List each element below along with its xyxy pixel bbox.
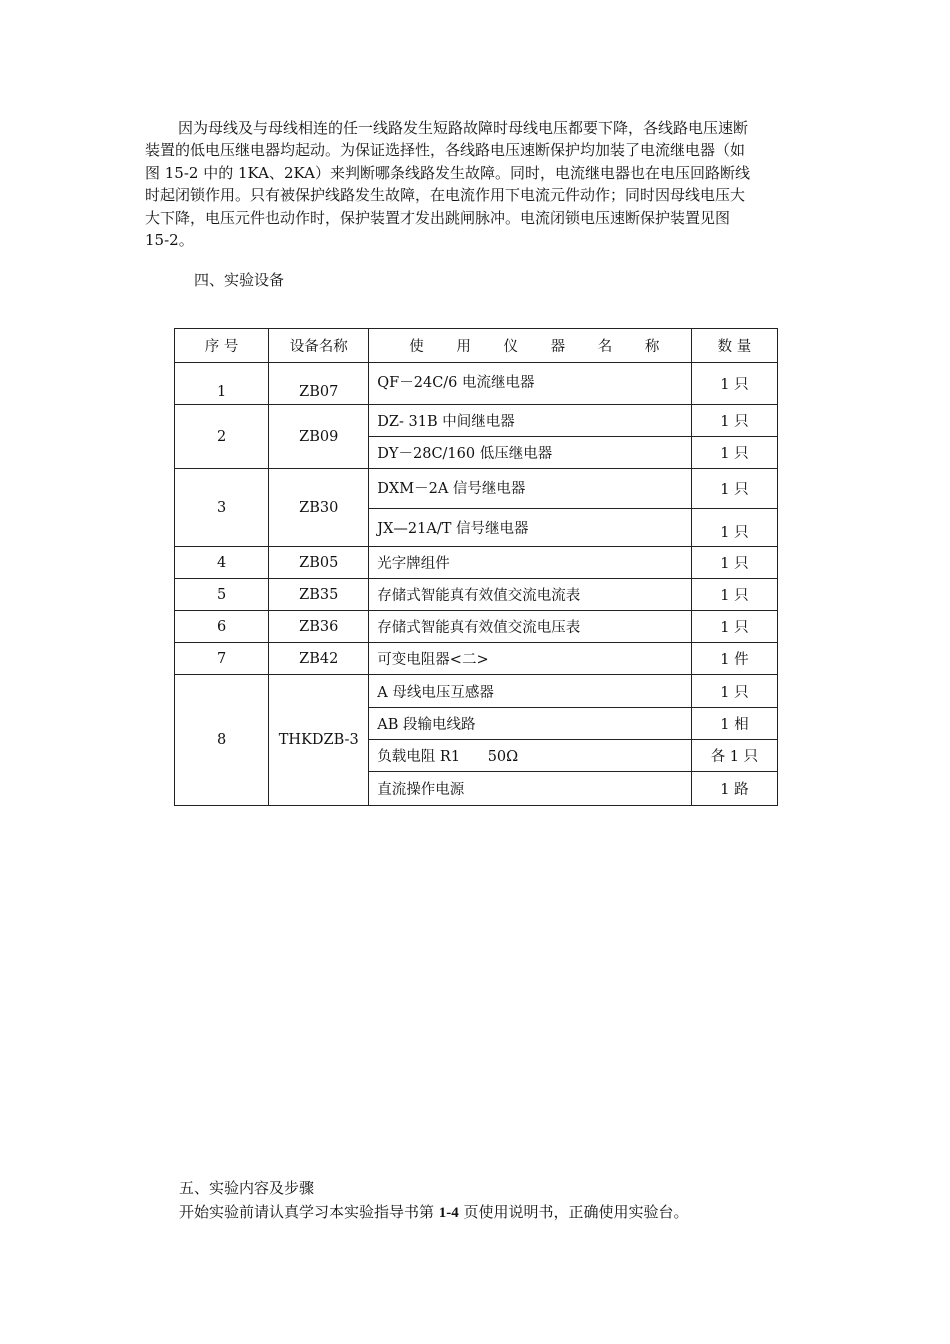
table-row bbox=[175, 547, 778, 579]
row-index: 8 bbox=[175, 675, 269, 806]
header-index: 序 号 bbox=[175, 329, 269, 363]
row-quantity: 各 1 只 bbox=[691, 740, 777, 772]
row-index: 5 bbox=[175, 579, 269, 611]
intro-line: 装置的低电压继电器均起动。为保证选择性，各线路电压速断保护均加装了电流继电器（如 bbox=[145, 141, 746, 160]
row-index: 1 bbox=[175, 363, 269, 405]
row-quantity: 1 只 bbox=[691, 437, 777, 469]
instruction-text-after: 页使用说明书，正确使用实验台。 bbox=[458, 1203, 689, 1221]
row-quantity: 1 只 bbox=[691, 469, 777, 509]
intro-line: 因为母线及与母线相连的任一线路发生短路故障时母线电压都要下降，各线路电压速断 bbox=[178, 119, 749, 137]
row-quantity: 1 只 bbox=[691, 509, 777, 547]
instruction-page-range: 1-4 bbox=[438, 1205, 459, 1221]
row-instrument-name: 负载电阻 R1 50Ω bbox=[369, 740, 692, 772]
row-quantity: 1 只 bbox=[691, 675, 777, 708]
row-device-code: THKDZB-3 bbox=[269, 675, 369, 806]
table-row bbox=[175, 579, 778, 611]
row-device-code: ZB42 bbox=[269, 643, 369, 675]
instruction-text-before: 开始实验前请认真学习本实验指导书第 bbox=[179, 1203, 439, 1221]
row-quantity: 1 只 bbox=[691, 611, 777, 643]
row-device-code: ZB30 bbox=[269, 469, 369, 547]
table-row bbox=[175, 405, 778, 437]
row-instrument-name: 存储式智能真有效值交流电压表 bbox=[369, 611, 692, 643]
header-device-name: 设备名称 bbox=[269, 329, 369, 363]
row-quantity: 1 只 bbox=[691, 579, 777, 611]
table-row bbox=[175, 363, 778, 405]
header-quantity: 数 量 bbox=[691, 329, 777, 363]
row-quantity: 1 路 bbox=[691, 772, 777, 806]
table-row bbox=[175, 611, 778, 643]
row-device-code: ZB36 bbox=[269, 611, 369, 643]
row-instrument-name: JX—21A/T 信号继电器 bbox=[369, 509, 692, 547]
intro-line: 时起闭锁作用。只有被保护线路发生故障，在电流作用下电流元件动作；同时因母线电压大 bbox=[145, 186, 746, 205]
row-index: 3 bbox=[175, 469, 269, 547]
row-index: 7 bbox=[175, 643, 269, 675]
row-quantity: 1 只 bbox=[691, 405, 777, 437]
row-instrument-name: 直流操作电源 bbox=[369, 772, 692, 806]
row-instrument-name: QF－24C/6 电流继电器 bbox=[369, 363, 692, 405]
table-row bbox=[175, 469, 778, 509]
row-device-code: ZB35 bbox=[269, 579, 369, 611]
row-quantity: 1 件 bbox=[691, 643, 777, 675]
section-5-title: 五、实验内容及步骤 bbox=[179, 1179, 315, 1197]
row-instrument-name: DXM－2A 信号继电器 bbox=[369, 469, 692, 509]
row-index: 4 bbox=[175, 547, 269, 579]
row-index: 6 bbox=[175, 611, 269, 643]
row-device-code: ZB07 bbox=[269, 363, 369, 405]
intro-paragraph bbox=[145, 117, 810, 251]
row-index: 2 bbox=[175, 405, 269, 469]
section-4-title: 四、实验设备 bbox=[194, 271, 285, 289]
intro-line: 15-2。 bbox=[145, 231, 194, 250]
row-device-code: ZB09 bbox=[269, 405, 369, 469]
row-instrument-name: 可变电阻器<二> bbox=[369, 643, 692, 675]
equipment-table bbox=[174, 328, 778, 806]
intro-line: 大下降，电压元件也动作时，保护装置才发出跳闸脉冲。电流闭锁电压速断保护装置见图 bbox=[145, 208, 731, 227]
table-header-row bbox=[175, 329, 778, 363]
row-instrument-name: AB 段输电线路 bbox=[369, 708, 692, 740]
row-instrument-name: 存储式智能真有效值交流电流表 bbox=[369, 579, 692, 611]
table-row bbox=[175, 643, 778, 675]
intro-line: 图 15-2 中的 1KA、2KA）来判断哪条线路发生故障。同时，电流继电器也在电压回路断线 bbox=[145, 163, 750, 182]
row-instrument-name: 光字牌组件 bbox=[369, 547, 692, 579]
row-quantity: 1 只 bbox=[691, 547, 777, 579]
header-instrument-name: 使 用 仪 器 名 称 bbox=[369, 329, 692, 363]
table-row bbox=[175, 675, 778, 708]
row-device-code: ZB05 bbox=[269, 547, 369, 579]
row-instrument-name: DY－28C/160 低压继电器 bbox=[369, 437, 692, 469]
row-instrument-name: DZ- 31B 中间继电器 bbox=[369, 405, 692, 437]
row-quantity: 1 相 bbox=[691, 708, 777, 740]
row-instrument-name: A 母线电压互感器 bbox=[369, 675, 692, 708]
instruction-line bbox=[179, 1201, 689, 1222]
row-quantity: 1 只 bbox=[691, 363, 777, 405]
